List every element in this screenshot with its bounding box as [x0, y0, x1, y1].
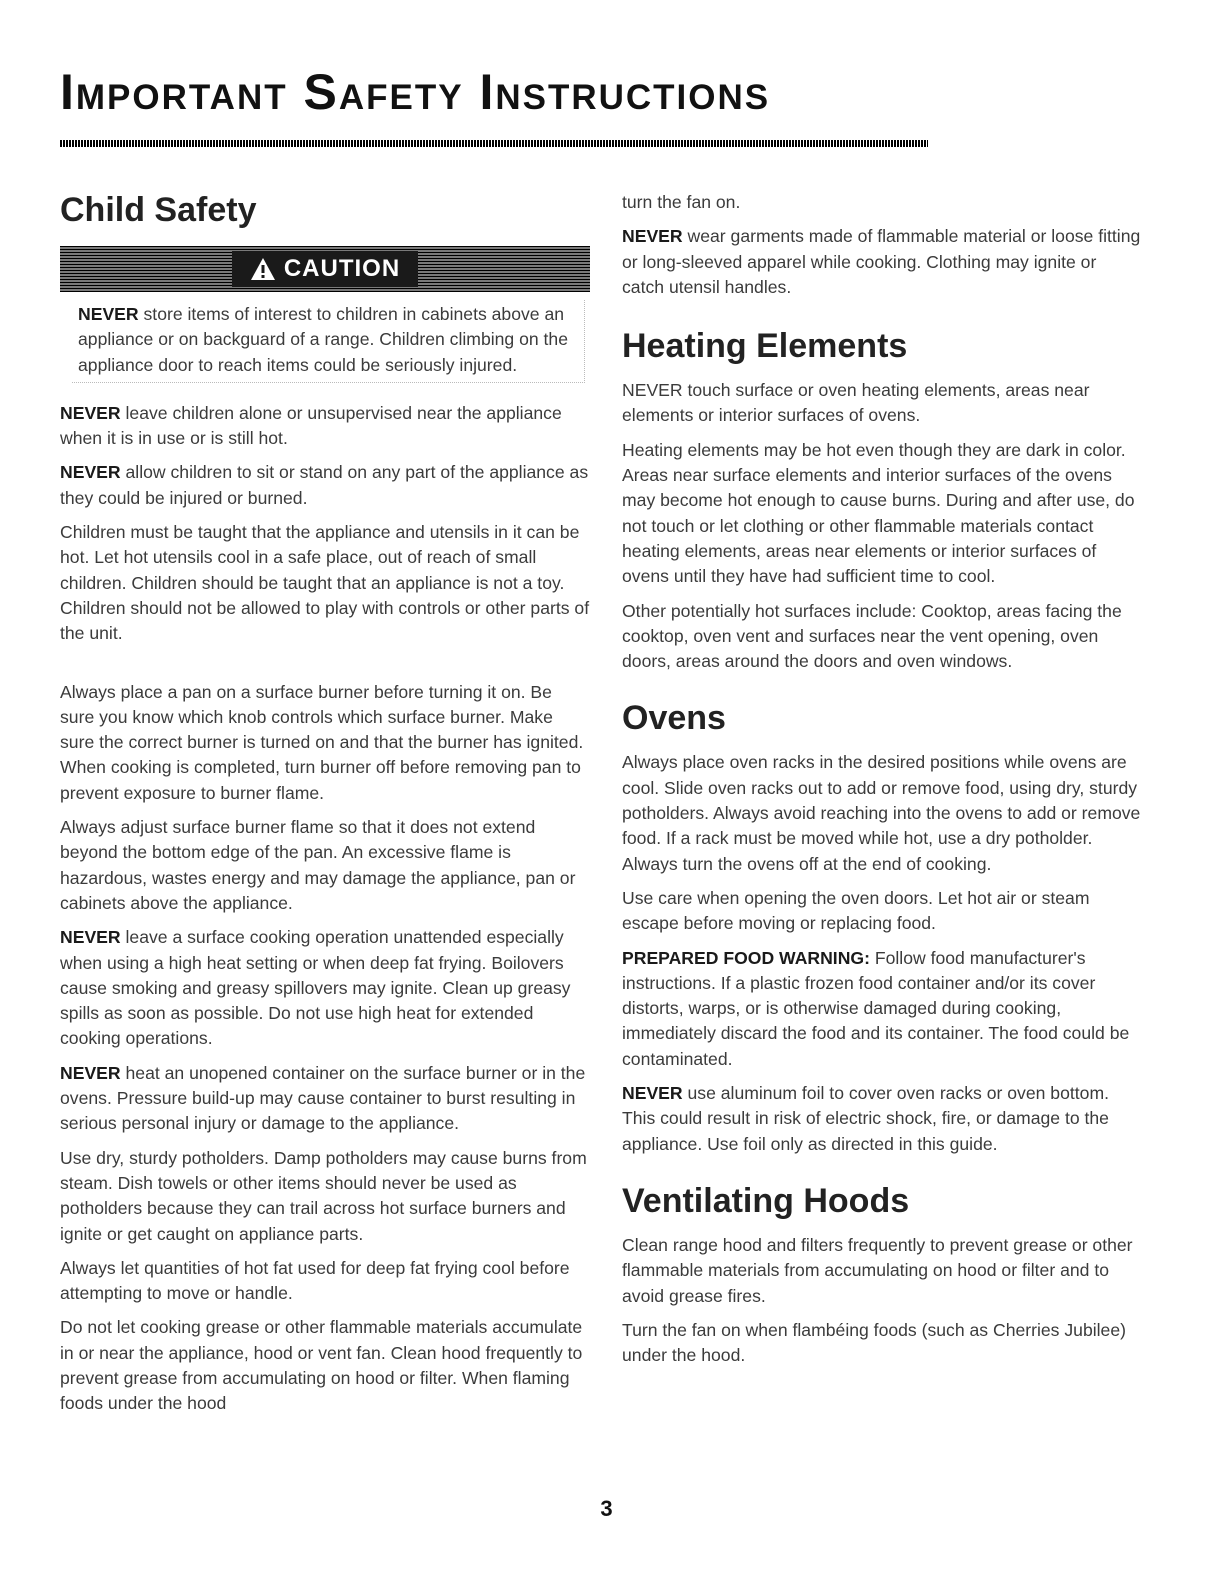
paragraph-text: NEVER touch surface or oven heating elements, areas near elements or interior surfaces of ovens.	[622, 380, 1090, 426]
paragraph-text: heat an unopened container on the surface burner or in the ovens. Pressure build-up may cause container to burst resulting in serious personal injury or damage to the appliance.	[60, 1062, 586, 1134]
section-heading-heating-elements: Heating Elements	[622, 327, 908, 366]
warning-keyword: NEVER	[60, 402, 121, 423]
section-heading-ventilating-hoods: Ventilating Hoods	[622, 1181, 910, 1220]
left-column	[60, 190, 590, 1426]
paragraph-text: Use care when opening the oven doors. Let hot air or steam escape before moving or replacing food.	[622, 887, 1090, 934]
paragraph-text: Heating elements may be hot even though they are dark in color. Areas near surface elements and interior surfaces of the ovens may become hot enough to cause burns. During and after use, do not touch or let clothing or other flammable materials contact heating elements, areas near elements or interior surfaces of ovens until they have had sufficient time to cool.	[622, 439, 1135, 587]
child-safety-paragraphs	[60, 401, 590, 647]
paragraph-text: leave a surface cooking operation unattended especially when using a high heat setting or when deep fat frying. Boilovers cause smoking and greasy spillovers may ignite. Clean up greasy spills as soon as possible. Do not use high heat for extended cooking operations.	[60, 927, 571, 1049]
section-heading-child-safety: Child Safety	[60, 191, 257, 229]
caution-body-text: store items of interest to children in cabinets above an appliance or on backguard of a range. Children climbing on the appliance door to reach items could be seriously injured.	[78, 304, 569, 375]
warning-keyword: NEVER	[622, 1083, 683, 1104]
paragraph-text: use aluminum foil to cover oven racks or oven bottom. This could result in risk of electric shock, fire, or damage to the appliance. Use foil only as directed in this guide.	[622, 1083, 1109, 1154]
paragraph	[60, 680, 590, 806]
paragraph	[60, 460, 590, 511]
caution-badge	[232, 251, 418, 287]
paragraph-text: Other potentially hot surfaces include: Cooktop, areas facing the cooktop, oven vent and surfaces near the vent opening, oven doors, areas around the doors and oven windows.	[622, 600, 1122, 672]
paragraph	[622, 190, 1142, 215]
paragraph	[622, 599, 1142, 675]
paragraph-text: Use dry, sturdy potholders. Damp potholders may cause burns from steam. Dish towels or other items should never be used as potholders because they can trail across hot surface burners and ignite or get caught on appliance parts.	[60, 1147, 587, 1244]
section-body	[622, 750, 1142, 1156]
paragraph	[60, 815, 590, 916]
paragraph-text: Always let quantities of hot fat used for deep fat frying cool before attempting to move or handle.	[60, 1257, 570, 1304]
paragraph	[622, 1318, 1142, 1369]
caution-box	[60, 246, 590, 383]
paragraph-text: Follow food manufacturer's instructions. If a plastic frozen food container and/or its cover distorts, warps, or is otherwise damaged during cooking, immediately discard the food and its container. The food could be contaminated.	[622, 947, 1130, 1069]
warning-keyword: NEVER	[60, 462, 121, 483]
title-rule	[60, 140, 928, 147]
warning-keyword: NEVER	[60, 1062, 121, 1083]
caution-banner	[60, 246, 590, 292]
paragraph-text: Children must be taught that the appliance and utensils in it can be hot. Let hot utensils cool in a safe place, out of reach of small children. Children should be taught that an appliance is not a toy. Children should not be allowed to play with controls or other parts of the unit.	[60, 522, 590, 644]
caution-text	[72, 300, 585, 383]
section-ventilating-hoods	[622, 1181, 1142, 1368]
page-title: Important Safety Instructions	[60, 64, 771, 120]
paragraph	[622, 1081, 1142, 1157]
paragraph	[60, 520, 590, 646]
warning-keyword: NEVER	[60, 927, 121, 948]
paragraph	[622, 1233, 1142, 1309]
paragraph	[622, 438, 1142, 590]
page-number: 3	[600, 1496, 613, 1521]
paragraph-text: Always place oven racks in the desired positions while ovens are cool. Slide oven racks out to add or remove food, using dry, sturdy potholders. Always avoid reaching into the ovens to add or remove food. If a rack must be moved while hot, use a dry potholder. Always turn the ovens off at the end of cooking.	[622, 752, 1141, 874]
paragraph-text: wear garments made of flammable material or loose fitting or long-sleeved apparel while cooking. Clothing may ignite or catch utensil handles.	[622, 226, 1141, 297]
right-column	[622, 190, 1142, 1392]
paragraph	[622, 378, 1142, 429]
paragraph	[622, 224, 1142, 300]
paragraph-text: Always place a pan on a surface burner before turning it on. Be sure you know which knob controls which surface burner. Make sure the correct burner is turned on and that the burner has ignited. When cooking is completed, turn burner off before removing pan to prevent exposure to burner flame.	[60, 681, 584, 803]
general-safety-paragraphs	[60, 680, 590, 1417]
warning-triangle-icon	[250, 257, 276, 281]
paragraph-text: Turn the fan on when flambéing foods (such as Cherries Jubilee) under the hood.	[622, 1319, 1126, 1366]
warning-keyword: NEVER	[622, 226, 683, 247]
paragraph	[60, 401, 590, 452]
paragraph-text: Clean range hood and filters frequently to prevent grease or other flammable materials from accumulating on hood or filter and to avoid grease fires.	[622, 1234, 1133, 1306]
paragraph-text: Do not let cooking grease or other flammable materials accumulate in or near the appliance, hood or vent fan. Clean hood frequently to prevent grease from accumulating on hood or filter. When flaming foods under the hood	[60, 1317, 583, 1414]
warning-keyword: PREPARED FOOD WARNING:	[622, 947, 870, 968]
section-ovens	[622, 698, 1142, 1156]
section-body	[622, 378, 1142, 674]
paragraph	[60, 1256, 590, 1307]
section-heading-ovens: Ovens	[622, 699, 726, 738]
paragraph	[60, 1061, 590, 1137]
paragraph-text: leave children alone or unsupervised near the appliance when it is in use or is still hot.	[60, 402, 562, 449]
paragraph	[622, 946, 1142, 1072]
paragraph	[60, 1315, 590, 1416]
right-sections	[622, 326, 1142, 1368]
paragraph	[622, 886, 1142, 937]
caution-keyword: NEVER	[78, 304, 139, 324]
paragraph	[60, 925, 590, 1051]
paragraph	[60, 1146, 590, 1247]
section-heating-elements	[622, 326, 1142, 674]
paragraph-text: Always adjust surface burner flame so that it does not extend beyond the bottom edge of the pan. An excessive flame is hazardous, wastes energy and may damage the appliance, pan or cabinets above the appliance.	[60, 817, 576, 913]
section-body	[622, 1233, 1142, 1368]
paragraph-text: turn the fan on.	[622, 192, 741, 212]
paragraph	[622, 750, 1142, 876]
continued-paragraphs	[622, 190, 1142, 300]
caution-label: CAUTION	[283, 255, 401, 282]
paragraph-text: allow children to sit or stand on any part of the appliance as they could be injured or burned.	[60, 462, 589, 508]
paragraph-gap	[60, 656, 590, 680]
